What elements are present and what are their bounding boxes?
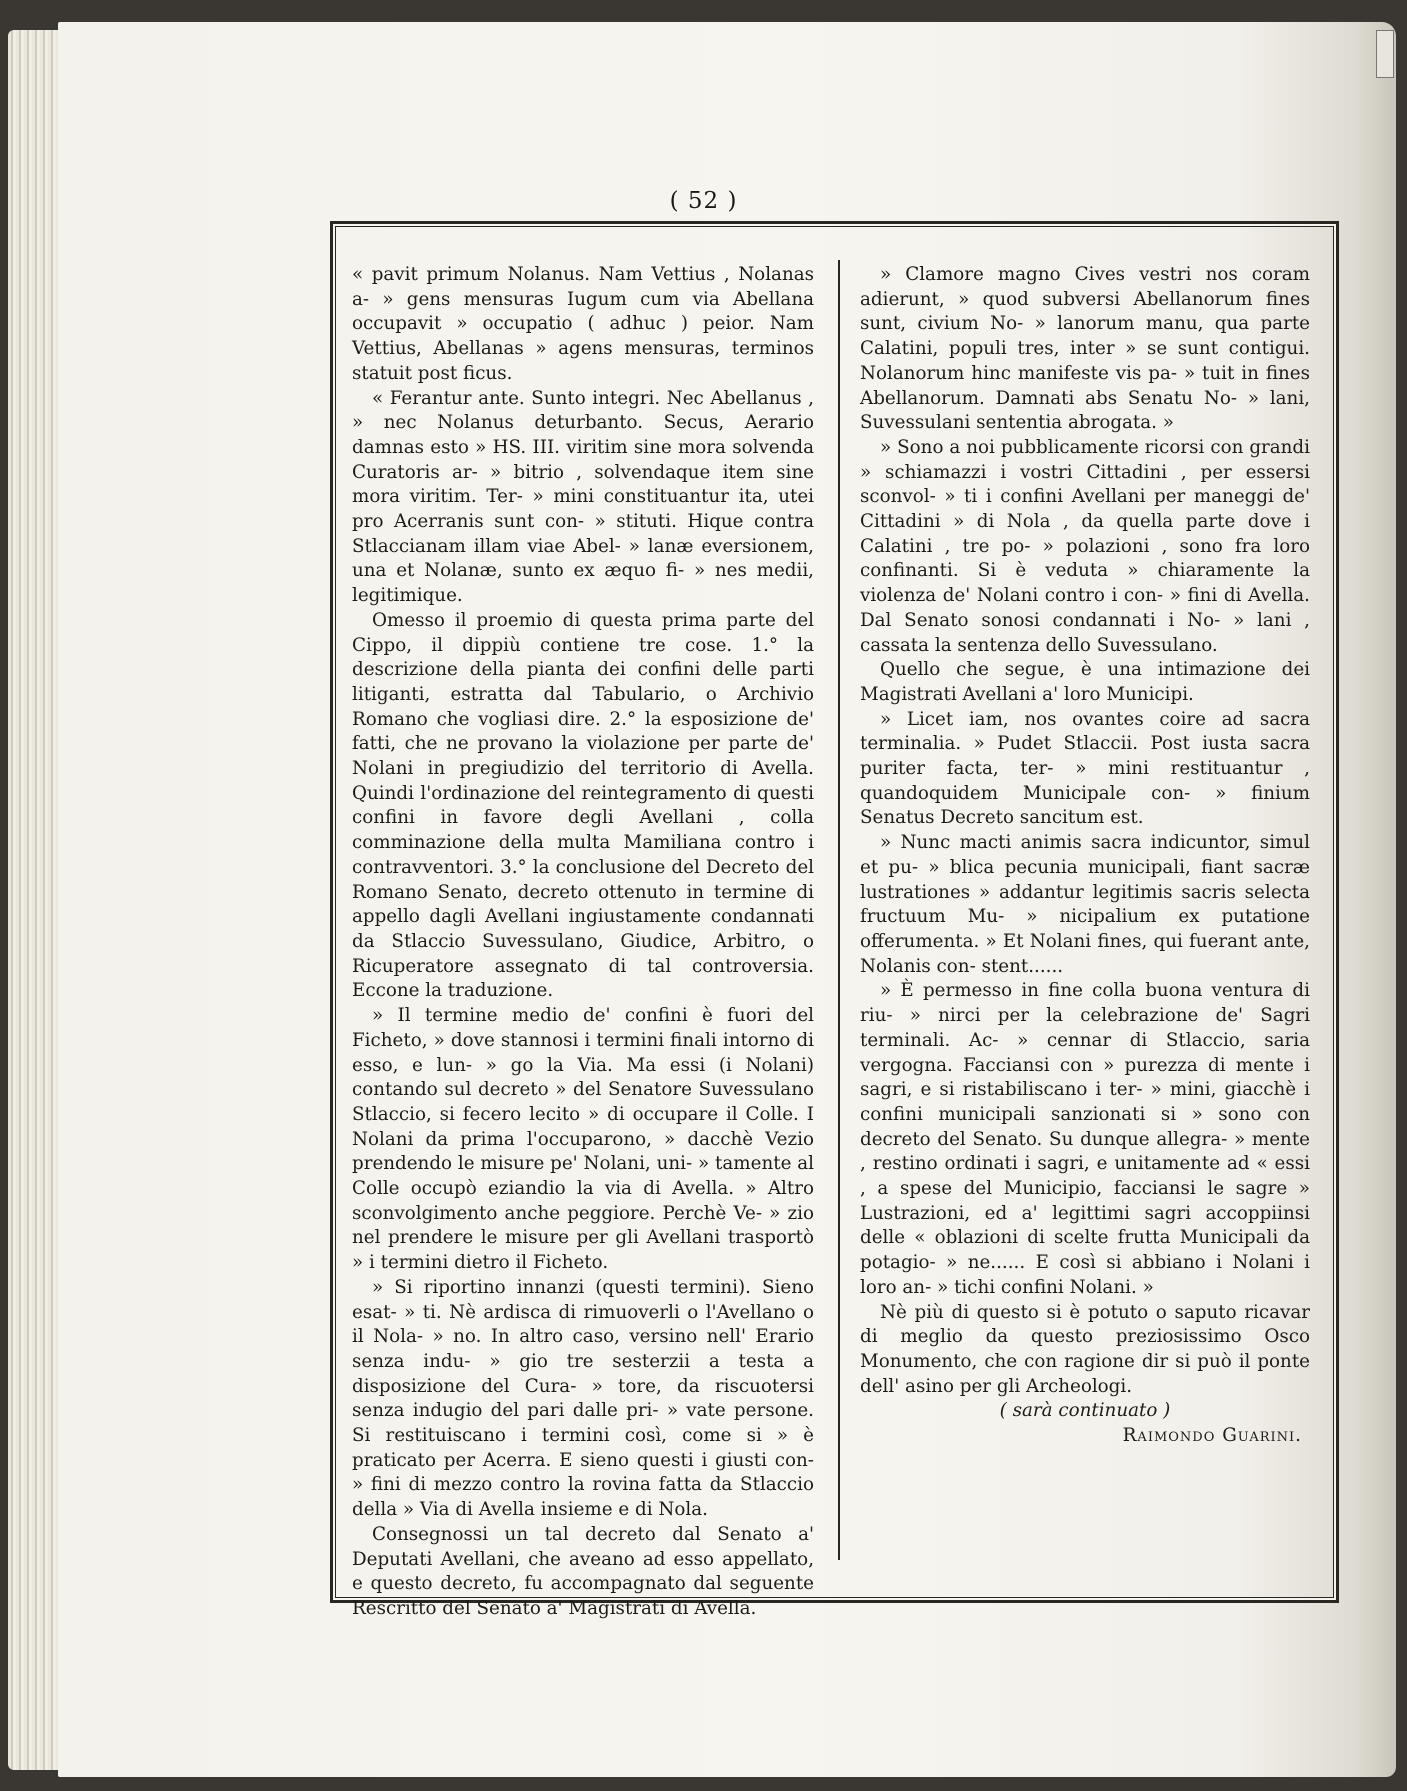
right-paragraph: » Clamore magno Cives vestri nos coram adierunt, » quod subversi Abellanorum fines sunt, civium No- » lanorum manu, qua parte Calatini, populi tres, inter » se sunt contigui. Nolanorum hinc manifeste vis pa- » tuit in fines Abellanorum. Damnati abs Senatu No- » lani, Suvessulani sententia abrogata. »	[860, 264, 1310, 434]
author-signature: Raimondo Guarini.	[1122, 1425, 1302, 1447]
right-paragraph: » Licet iam, nos ovantes coire ad sacra terminalia. » Pudet Stlaccii. Post iusta sacra puriter facta, ter- » mini restituantur , quandoquidem Municipale con- » finium Senatus Decreto sancitum est.	[860, 708, 1310, 829]
left-paragraph: Consegnossi un tal decreto dal Senato a' Deputati Avellani, che aveano ad esso appellato, e questo decreto, fu accompagnato dal seguente Rescritto del Senato a' Magistrati di Avella.	[352, 1523, 814, 1619]
left-paragraph: « pavit primum Nolanus. Nam Vettius , Nolanas a- » gens mensuras Iugum cum via Abellana occupavit » occupatio ( adhuc ) peior. Nam Vettius, Abellanas » agens mensuras, terminos statuit post ficus.	[352, 264, 814, 384]
page-number: ( 52 )	[669, 188, 738, 214]
right-paragraph: Nè più di questo si è potuto o saputo ricavar di meglio da questo preziosissimo Osco Monumento, che con ragione dir si può il ponte dell' asino per gli Archeologi.	[860, 1301, 1310, 1397]
left-column	[352, 263, 814, 1622]
right-paragraph: Quello che segue, è una intimazione dei Magistrati Avellani a' loro Municipi.	[860, 659, 1310, 705]
continued-note: ( sarà continuato )	[999, 1400, 1171, 1422]
left-paragraph: » Il termine medio de' confini è fuori del Ficheto, » dove stannosi i termini finali intorno di esso, e lun- » go la Via. Ma essi (i Nolani) contando sul decreto » del Senatore Suvessulano Stlaccio, si fecero lecito » di occupare il Colle. I Nolani da prima l'occuparono, » dacchè Vezio prendendo le misure pe' Nolani, uni- » tamente al Colle occupò eziandio la via di Avella. » Altro sconvolgimento anche peggiore. Perchè Ve- » zio nel prendere le misure per gli Avellani trasportò » i termini dietro il Ficheto.	[352, 1005, 814, 1274]
page-clip	[1376, 30, 1394, 78]
column-divider	[838, 260, 840, 1560]
right-paragraph: » È permesso in fine colla buona ventura di riu- » nirci per la celebrazione de' Sagri terminali. Ac- » cennar di Stlaccio, saria vergogna. Facciansi con » purezza di mente i sagri, e si ristabiliscano i ter- » mini, giacchè i confini municipali sanzionati si » sono con decreto del Senato. Su dunque allegra- » mente , restino ordinati i sagri, e unitamente ad « essi , a spese del Municipio, facciansi le sagre » Lustrazioni, ed a' legittimi sagri accoppiinsi delle « oblazioni di scelte frutta Municipali da potagio- » ne...... E così si abbiano i Nolani i loro an- » tichi confini Nolani. »	[860, 980, 1310, 1298]
right-paragraph: » Nunc macti animis sacra indicuntor, simul et pu- » blica pecunia municipali, fiant sacræ lustrationes » addantur legitimis sacris selecta fructuum Mu- » nicipalium ex putatione offerumenta. » Et Nolani fines, qui fuerant ante, Nolanis con- stent......	[860, 832, 1310, 977]
right-paragraph: » Sono a noi pubblicamente ricorsi con grandi » schiamazzi i vostri Cittadini , per essersi sconvol- » ti i confini Avellani per maneggi de' Cittadini » di Nola , da quella parte dove i Calatini , tre po- » polazioni , sono fra loro confinanti. Si è veduta » chiaramente la violenza de' Nolani contro i con- » fini di Avella. Dal Senato sonosi condannati i No- » lani , cassata la sentenza dello Suvessulano.	[860, 436, 1310, 656]
left-paragraph: « Ferantur ante. Sunto integri. Nec Abellanus , » nec Nolanus deturbanto. Secus, Aerario damnas esto » HS. III. viritim sine mora solvenda Curatoris ar- » bitrio , solvendaque item sine mora viritim. Ter- » mini constituantur ita, utei pro Acerranis sunt con- » stituti. Hique contra Stlaccianam illam viae Abel- » lanæ eversionem, una et Nolanæ, sunto ex æquo fi- » nes medii, legitimique.	[352, 387, 814, 607]
right-column	[860, 263, 1310, 1449]
left-paragraph: Omesso il proemio di questa prima parte del Cippo, il dippiù contiene tre cose. 1.° la descrizione della pianta dei confini delle parti litiganti, estratta dal Tabulario, o Archivio Romano che vogliasi dire. 2.° la esposizione de' fatti, che ne provano la violazione per parte de' Nolani in pregiudizio del territorio di Avella. Quindi l'ordinazione del reintegramento di questi confini in favore degli Avellani , colla comminazione della multa Mamiliana contro i contravventori. 3.° la conclusione del Decreto del Romano Senato, decreto ottenuto in termine di appello dagli Avellani ingiustamente condannati da Stlaccio Suvessulano, Giudice, Arbitro, o Ricuperatore assegnato di tal controversia. Eccone la traduzione.	[352, 609, 814, 1002]
left-paragraph: » Si riportino innanzi (questi termini). Sieno esat- » ti. Nè ardisca di rimuoverli o l'Avellano o il Nola- » no. In altro caso, versino nell' Erario senza indu- » gio tre sesterzii a testa a disposizione del Cura- » tore, da riscuotersi senza indugio del pari dalle pri- » vate persone. Si restituiscano i termini così, come si » è praticato per Acerra. E sieno questi i giusti con- » fini di mezzo contro la rovina fatta da Stlaccio della » Via di Avella insieme e di Nola.	[352, 1276, 814, 1521]
